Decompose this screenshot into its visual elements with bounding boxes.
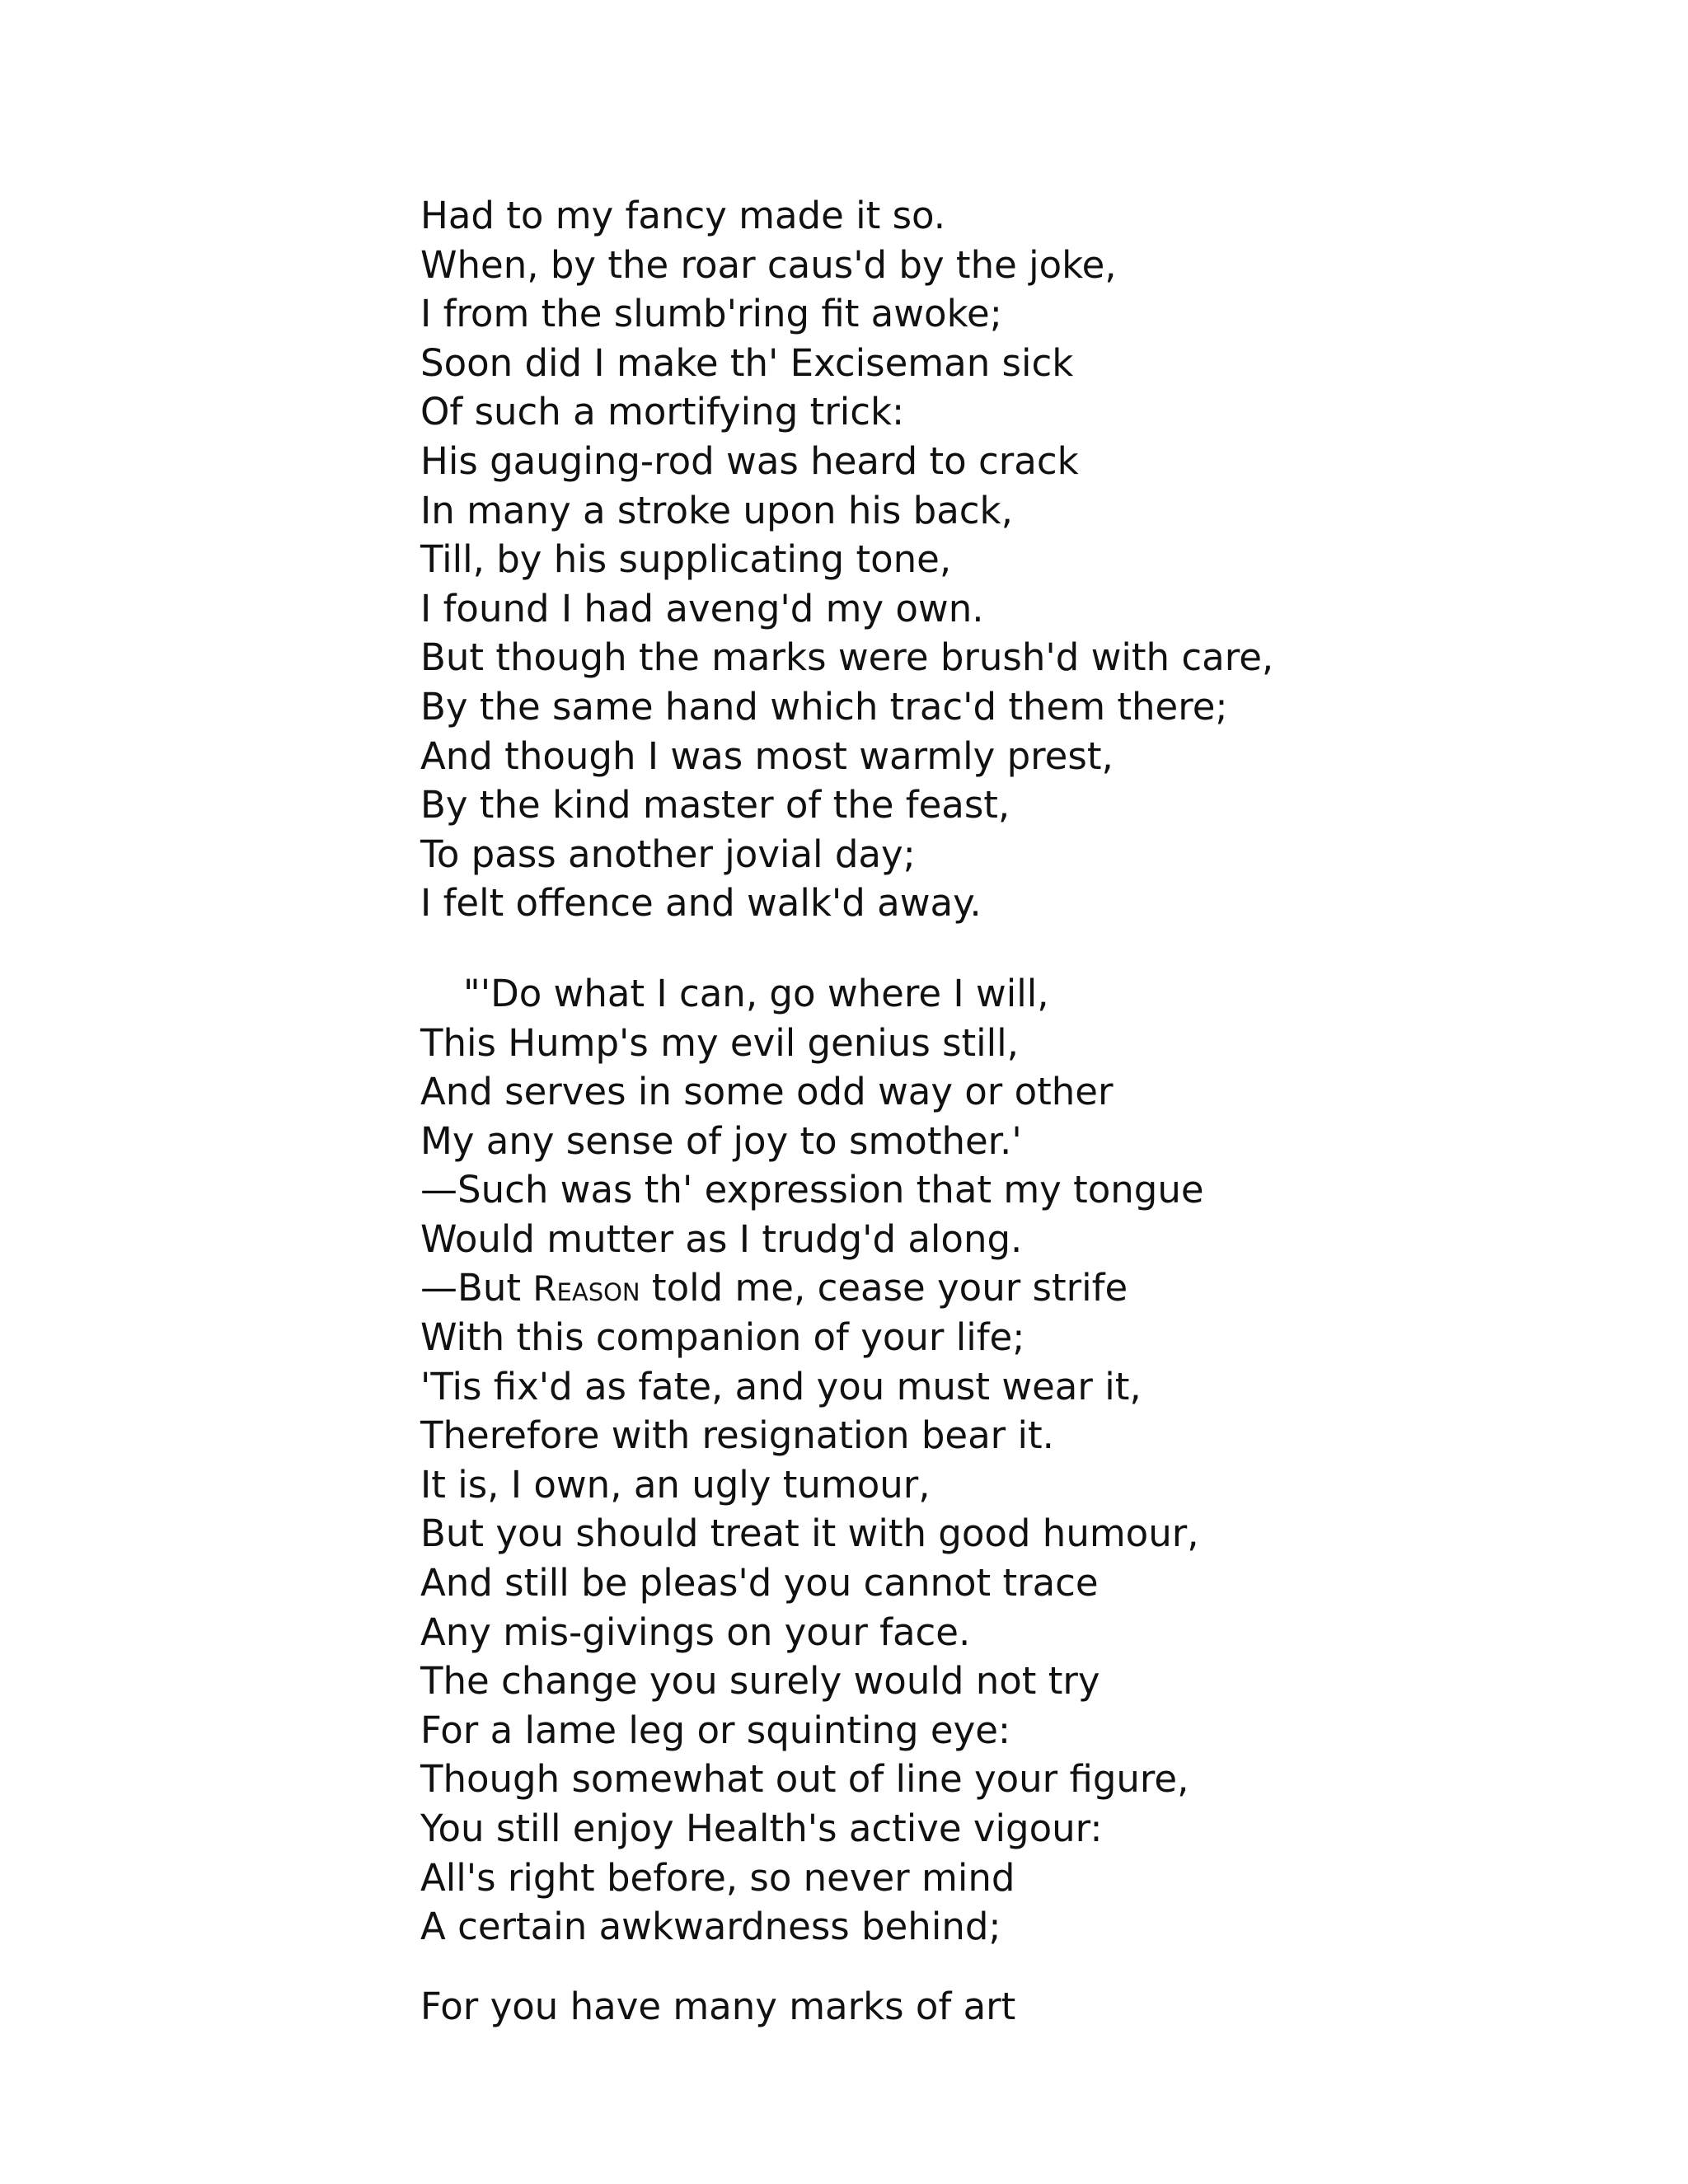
poem-line: Had to my fancy made it so.: [420, 194, 946, 237]
poem-line: This Hump's my evil genius still,: [420, 1020, 1019, 1065]
poem-line: With this companion of your life;: [420, 1315, 1025, 1360]
poem-line: "'Do what I can, go where I will,: [463, 971, 1049, 1015]
poem-line: Any mis-givings on your face.: [420, 1610, 971, 1654]
poem-line: You still enjoy Health's active vigour:: [420, 1807, 1103, 1850]
poem-line: And serves in some odd way or other: [420, 1070, 1114, 1114]
poem-line: I felt offence and walk'd away.: [420, 881, 982, 926]
poem-line-fragment: —But: [420, 1266, 533, 1310]
poem-line: A certain awkwardness behind;: [420, 1905, 1001, 1949]
poem-line: Would mutter as I trudg'd along.: [420, 1216, 1023, 1261]
poem-line: It is, I own, an ugly tumour,: [420, 1462, 931, 1507]
cutoff-line: For you have many marks of art: [420, 1985, 1016, 2028]
poem-line: My any sense of joy to smother.': [420, 1118, 1022, 1163]
poem-line: By the same hand which trac'd them there;: [420, 684, 1228, 729]
poem-line: And still be pleas'd you cannot trace: [420, 1561, 1099, 1605]
poem-line: Of such a mortifying trick:: [420, 390, 905, 434]
poem-line: Till, by his supplicating tone,: [420, 537, 952, 582]
poem-line: But you should treat it with good humour,: [420, 1511, 1199, 1556]
reason-smallcaps: Reason: [532, 1268, 640, 1310]
poem-line: The change you surely would not try: [420, 1659, 1100, 1704]
poem-line: For a lame leg or squinting eye:: [420, 1708, 1011, 1752]
poem-line: 'Tis fix'd as fate, and you must wear it,: [420, 1364, 1142, 1408]
stanza: [420, 191, 1409, 928]
poem-line-fragment: told me, cease your strife: [640, 1266, 1128, 1310]
poem-line: But though the marks were brush'd with care,: [420, 635, 1274, 680]
poem-line: To pass another jovial day;: [420, 832, 916, 876]
poem-line: By the kind master of the feast,: [420, 783, 1010, 827]
poem-line: All's right before, so never mind: [420, 1855, 1015, 1900]
poem-line: [420, 1263, 1409, 1313]
cutoff-line-clip: [420, 1982, 1409, 2028]
poem-line: Therefore with resignation bear it.: [420, 1413, 1054, 1458]
poem-text: [420, 191, 1409, 1952]
poem-line: And though I was most warmly prest,: [420, 733, 1114, 778]
poem-line: Though somewhat out of line your figure,: [420, 1757, 1189, 1802]
poem-line: Soon did I make th' Exciseman sick: [420, 340, 1074, 385]
poem-line: —Such was th' expression that my tongue: [420, 1168, 1204, 1212]
poem-line: I found I had aveng'd my own.: [420, 586, 984, 630]
poem-line: When, by the roar caus'd by the joke,: [420, 242, 1117, 287]
poem-line: His gauging-rod was heard to crack: [420, 438, 1079, 483]
poem-line: I from the slumb'ring fit awoke;: [420, 292, 1002, 336]
stanza: [420, 969, 1409, 1952]
poem-line: In many a stroke upon his back,: [420, 488, 1013, 532]
